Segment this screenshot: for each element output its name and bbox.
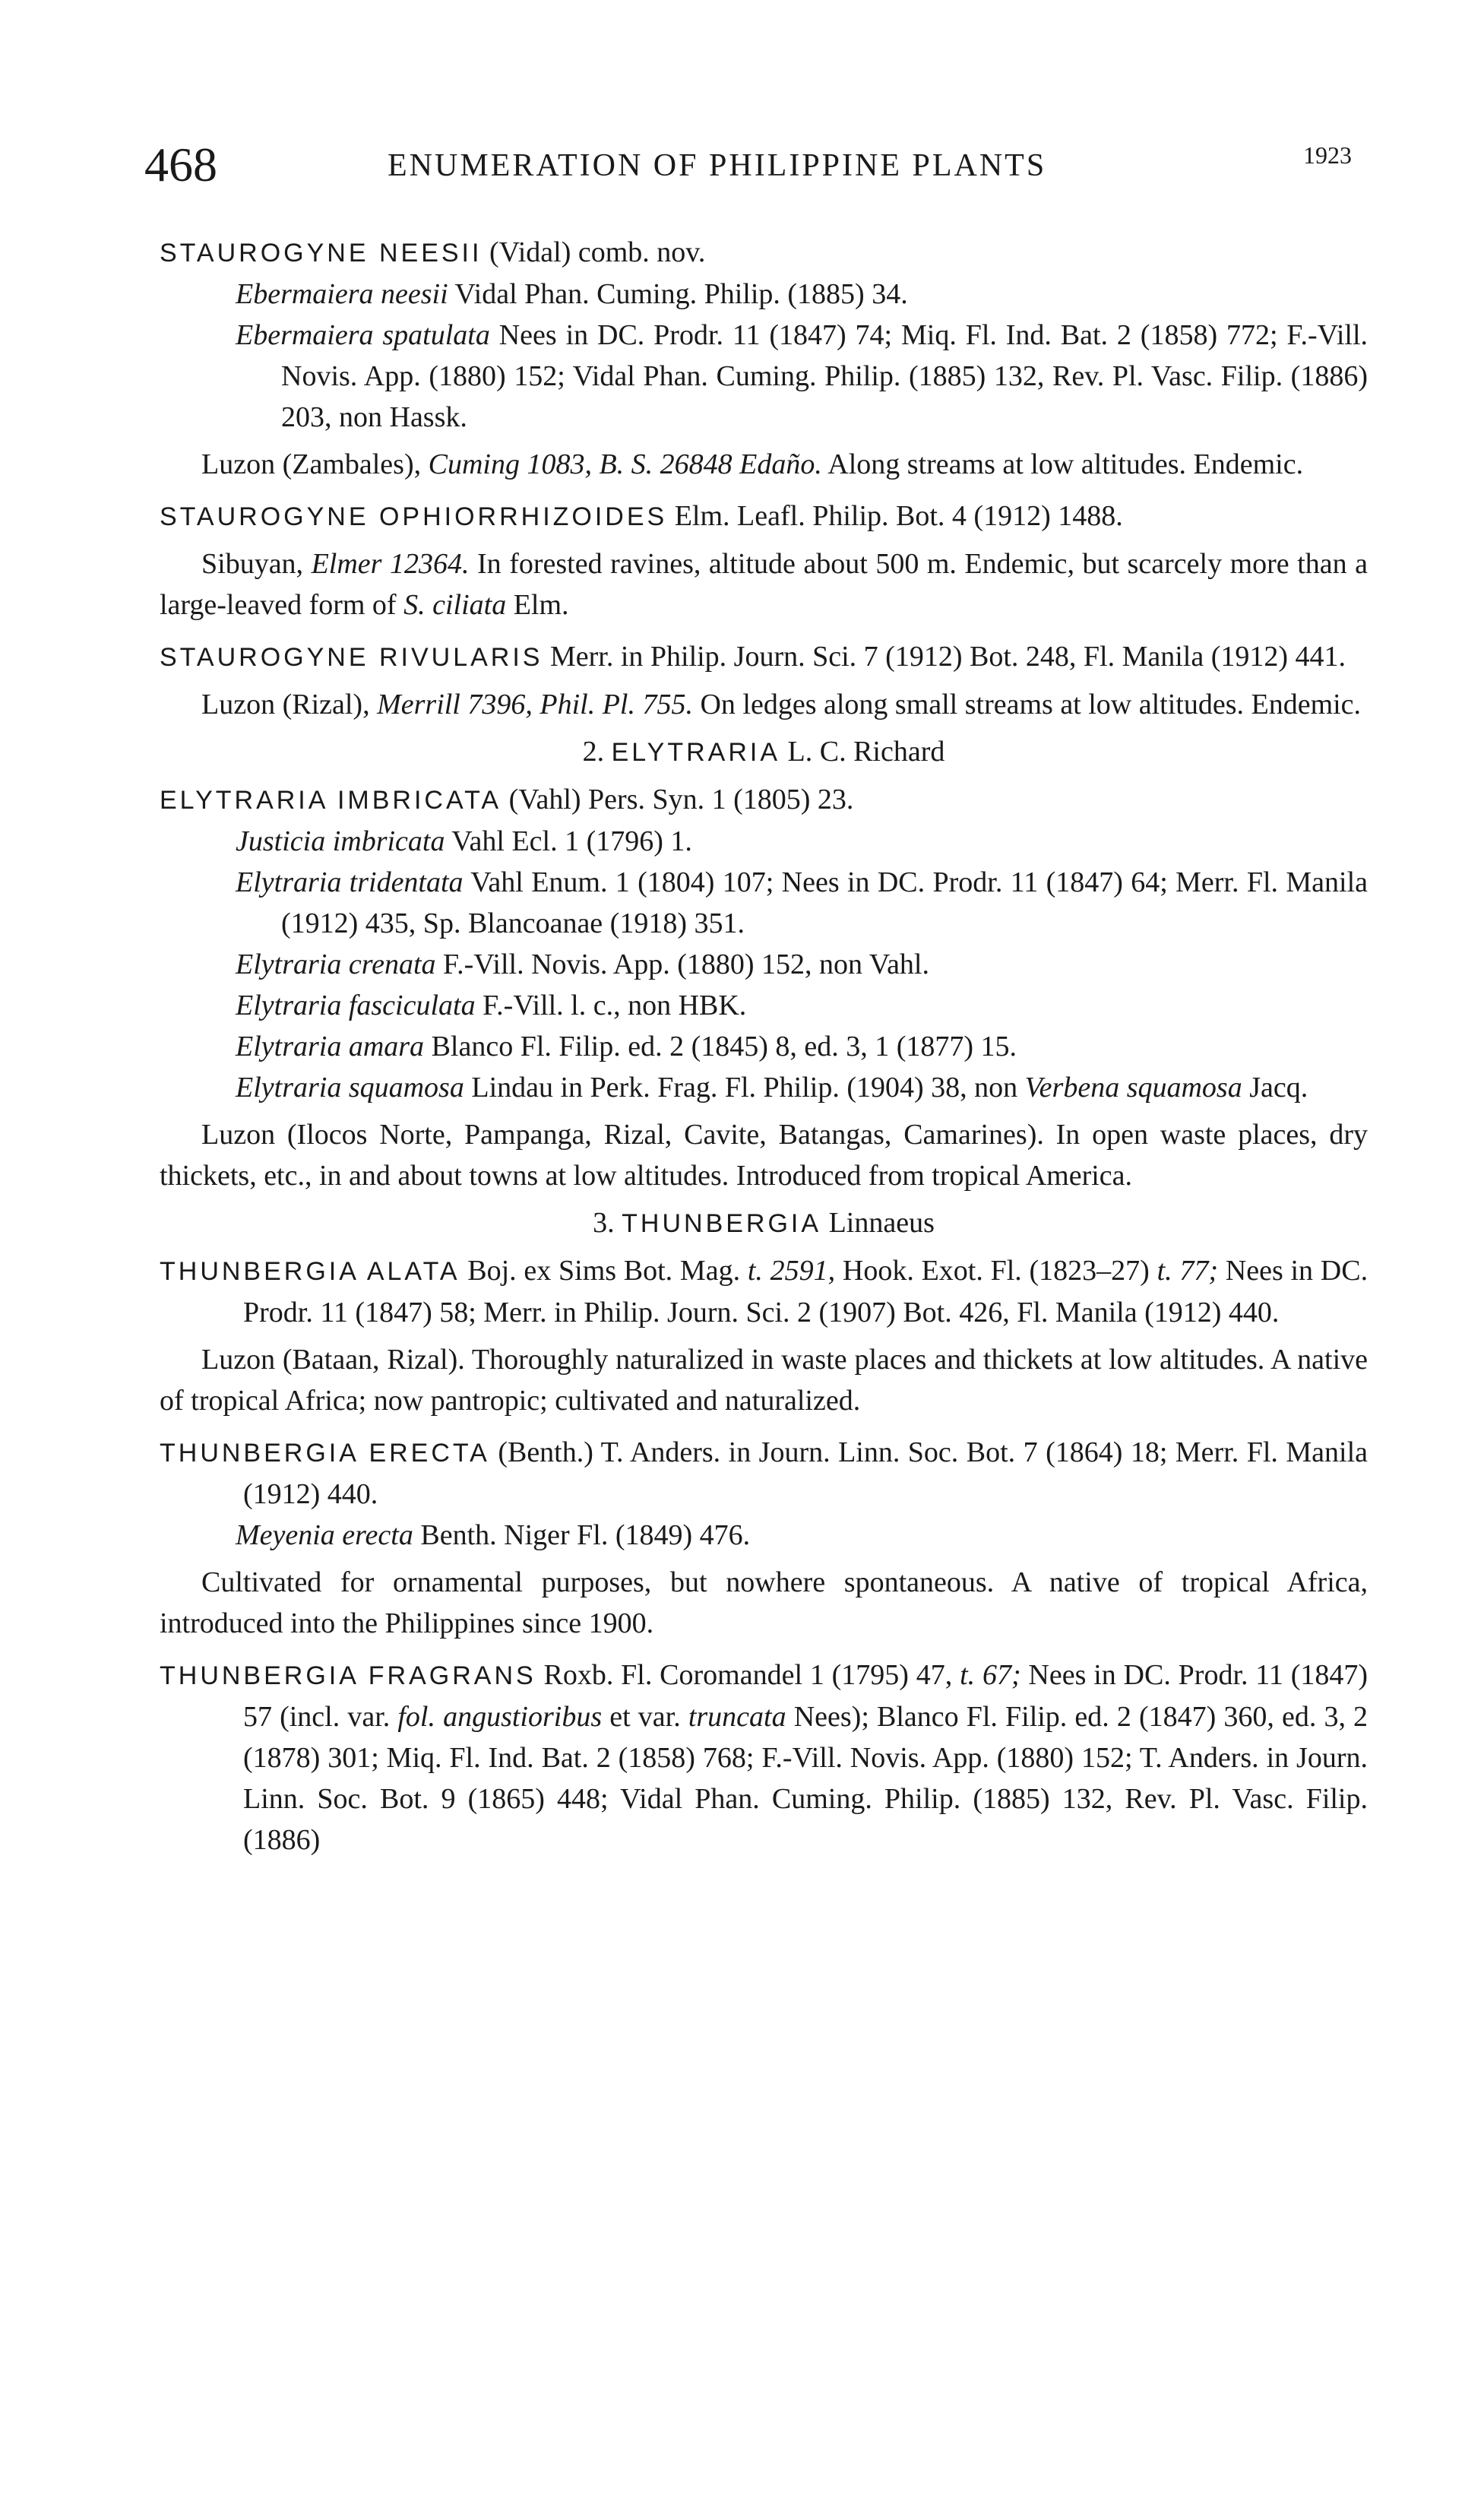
species-name: STAUROGYNE NEESII	[160, 239, 483, 268]
entry-elytraria-imbricata	[160, 779, 1368, 821]
entry-thunbergia-erecta	[160, 1432, 1368, 1515]
synonym-citation: Lindau in Perk. Frag. Fl. Philip. (1904) 38, non	[471, 1072, 1018, 1104]
species-authority: (Benth.) T. Anders. in Journ. Linn. Soc. Bot. 7 (1864) 18; Merr. Fl. Manila (1912) 440.	[243, 1436, 1369, 1510]
synonym	[236, 862, 1368, 944]
header-year: 1923	[1303, 141, 1352, 169]
distribution-note: Luzon (Bataan, Rizal). Thoroughly naturalized in waste places and thickets at low altitudes. A native of tropical Africa; now pantropic; cultivated and naturalized.	[160, 1344, 1368, 1417]
synonym-name: Ebermaiera spatulata	[236, 319, 490, 351]
distribution-note: Luzon (Ilocos Norte, Pampanga, Rizal, Cavite, Batangas, Camarines). In open waste places, dry thickets, etc., in and about towns at low altitudes. Introduced from tropical America.	[160, 1119, 1368, 1192]
species-name: STAUROGYNE RIVULARIS	[160, 643, 543, 672]
synonym	[236, 944, 1368, 985]
species-authority: Merr. in Philip. Journ. Sci. 7 (1912) Bot. 248, Fl. Manila (1912) 441.	[549, 641, 1346, 673]
entry-staurogyne-rivularis	[160, 636, 1368, 678]
species-name: THUNBERGIA ERECTA	[160, 1439, 490, 1468]
synonym-name: Elytraria fasciculata	[236, 990, 476, 1021]
species-name: ELYTRARIA IMBRICATA	[160, 786, 502, 815]
specimen-citation: Merrill 7396, Phil. Pl. 755.	[377, 689, 693, 720]
synonym-name: Ebermaiera neesii	[236, 278, 448, 310]
species-authority: Elm. Leafl. Philip. Bot. 4 (1912) 1488.	[674, 500, 1123, 532]
synonym-citation: Vidal Phan. Cuming. Philip. (1885) 34.	[454, 278, 908, 310]
running-title: ENUMERATION OF PHILIPPINE PLANTS	[388, 148, 1047, 183]
specimen-citation: Cuming 1083, B. S. 26848 Edaño.	[428, 448, 822, 480]
genus-heading-thunbergia: 3. THUNBERGIA Linnaeus	[593, 1207, 935, 1239]
synonym-citation: Vahl Ecl. 1 (1796) 1.	[451, 825, 692, 857]
synonym-name: Elytraria tridentata	[236, 866, 464, 898]
distribution-note: Luzon (Rizal), Merrill 7396, Phil. Pl. 755. On ledges along small streams at low altitudes. Endemic.	[201, 689, 1362, 720]
species-name: STAUROGYNE OPHIORRHIZOIDES	[160, 502, 668, 531]
species-authority: (Vidal) comb. nov.	[489, 236, 706, 268]
synonym-name: Meyenia erecta	[236, 1519, 413, 1551]
synonym: Elytraria squamosa Lindau in Perk. Frag. Fl. Philip. (1904) 38, non Verbena squamosa Jacq.	[236, 1072, 1308, 1104]
synonym-name: Verbena squamosa	[1024, 1072, 1242, 1104]
synonym	[236, 1026, 1368, 1067]
synonym-name: Justicia imbricata	[236, 825, 445, 857]
genus-heading-elytraria: 2. ELYTRARIA L. C. Richard	[582, 736, 945, 768]
species-authority: (Vahl) Pers. Syn. 1 (1805) 23.	[508, 784, 854, 815]
entry-staurogyne-neesii	[160, 232, 1368, 274]
specimen-citation: Elmer 12364.	[311, 548, 470, 580]
synonym-citation: Vahl Enum. 1 (1804) 107; Nees in DC. Prodr. 11 (1847) 64; Merr. Fl. Manila (1912) 435, Sp. Blancoanae (1918) 351.	[281, 866, 1368, 939]
page-header	[144, 137, 1360, 205]
synonym-citation: Blanco Fl. Filip. ed. 2 (1845) 8, ed. 3, 1 (1877) 15.	[431, 1031, 1017, 1062]
synonym	[236, 821, 1368, 862]
distribution-note: Luzon (Zambales), Cuming 1083, B. S. 26848 Edaño. Along streams at low altitudes. Endemic.	[201, 448, 1304, 480]
species-name: THUNBERGIA ALATA	[160, 1257, 460, 1286]
synonym	[236, 985, 1368, 1026]
distribution-note: Sibuyan, Elmer 12364. In forested ravines, altitude about 500 m. Endemic, but scarcely more than a large-leaved form of S. ciliata Elm.	[160, 548, 1369, 621]
synonym-citation: Nees in DC. Prodr. 11 (1847) 74; Miq. Fl. Ind. Bat. 2 (1858) 772; F.-Vill. Novis. App. (1880) 152; Vidal Phan. Cuming. Philip. (1885) 132, Rev. Pl. Vasc. Filip. (1886) 203, non Hassk.	[281, 319, 1368, 433]
synonym-name: Elytraria squamosa	[236, 1072, 464, 1104]
species-name: THUNBERGIA FRAGRANS	[160, 1661, 536, 1690]
synonym	[236, 274, 1368, 315]
synonym-name: Elytraria amara	[236, 1031, 425, 1062]
synonym-citation: F.-Vill. l. c., non HBK.	[483, 990, 747, 1021]
page-body	[160, 232, 1368, 1860]
page-number: 468	[144, 138, 217, 192]
synonym	[236, 1515, 1368, 1556]
synonym-name: Elytraria crenata	[236, 948, 436, 980]
entry-thunbergia-alata: THUNBERGIA ALATA Boj. ex Sims Bot. Mag. t. 2591, Hook. Exot. Fl. (1823–27) t. 77; Nees in DC. Prodr. 11 (1847) 58; Merr. in Philip. Journ. Sci. 2 (1907) Bot. 426, Fl. Manila (1912) 440.	[160, 1255, 1369, 1328]
entry-staurogyne-ophiorrhizoides	[160, 496, 1368, 537]
entry-thunbergia-fragrans: THUNBERGIA FRAGRANS Roxb. Fl. Coromandel 1 (1795) 47, t. 67; Nees in DC. Prodr. 11 (1847) 57 (incl. var. fol. angustioribus et var. truncata Nees); Blanco Fl. Filip. ed. 2 (1847) 360, ed. 3, 2 (1878) 301; Miq. Fl. Ind. Bat. 2 (1858) 768; F.-Vill. Novis. App. (1880) 152; T. Anders. in Journ. Linn. Soc. Bot. 9 (1865) 448; Vidal Phan. Cuming. Philip. (1885) 132, Rev. Pl. Vasc. Filip. (1886)	[160, 1659, 1369, 1856]
synonym-citation: F.-Vill. Novis. App. (1880) 152, non Vahl.	[443, 948, 929, 980]
synonym	[236, 315, 1368, 438]
distribution-note: Cultivated for ornamental purposes, but nowhere spontaneous. A native of tropical Africa, introduced into the Philippines since 1900.	[160, 1566, 1368, 1639]
synonym-citation: Benth. Niger Fl. (1849) 476.	[420, 1519, 751, 1551]
